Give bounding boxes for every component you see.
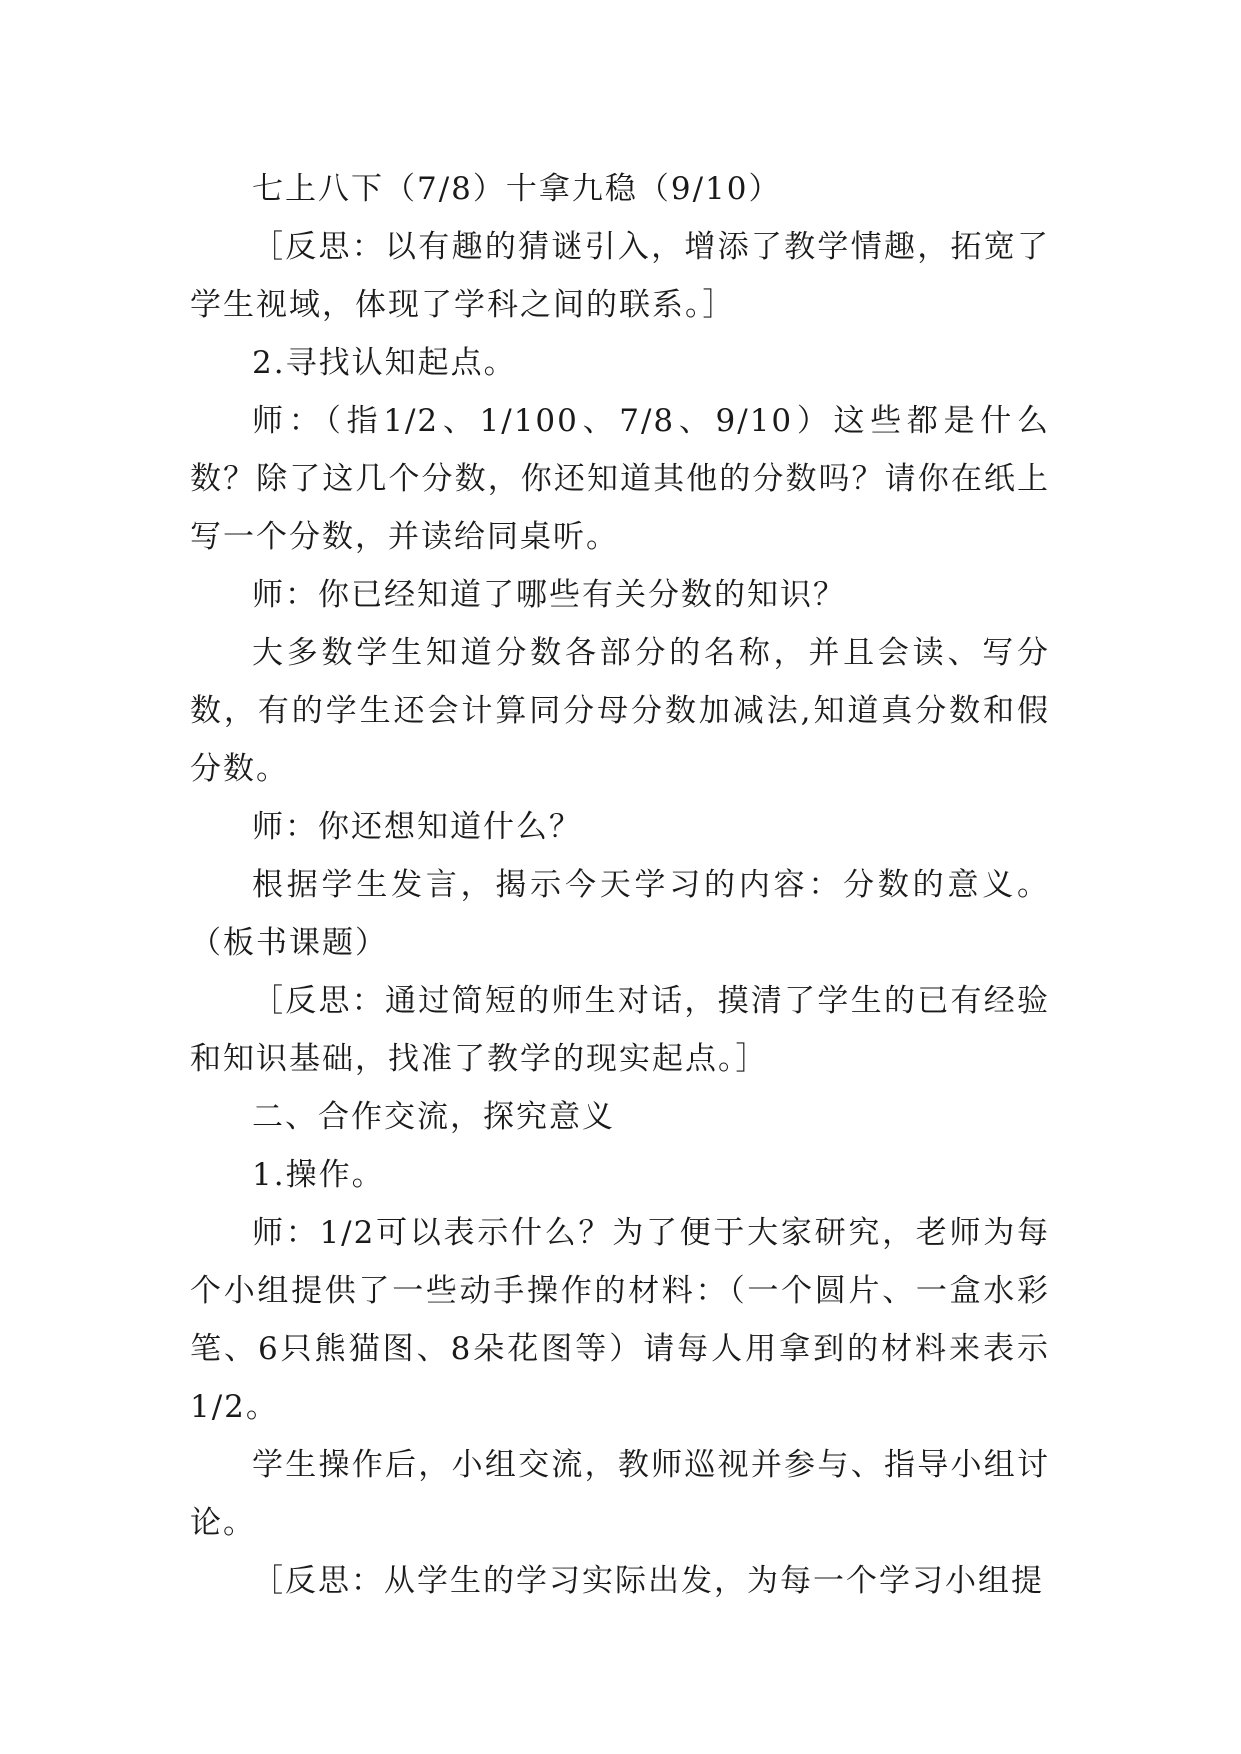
paragraph-teacher-question-2: 师：你已经知道了哪些有关分数的知识？ bbox=[252, 577, 846, 613]
paragraph-riddle-answers: 七上八下（7/8）十拿九稳（9/10） bbox=[252, 171, 782, 207]
paragraph-section-2-heading: 二、合作交流，探究意义 bbox=[252, 1099, 615, 1135]
document-body bbox=[190, 160, 1050, 1610]
paragraph-group-discussion: 学生操作后，小组交流，教师巡视并参与、指导小组讨论。 bbox=[190, 1447, 1050, 1541]
paragraph-teacher-question-3: 师：你还想知道什么？ bbox=[252, 809, 582, 845]
paragraph-step-2-heading: 2.寻找认知起点。 bbox=[252, 345, 517, 381]
paragraph-reveal-topic: 根据学生发言，揭示今天学习的内容：分数的意义。（板书课题） bbox=[190, 867, 1050, 961]
paragraph-reflection-1: ［反思：以有趣的猜谜引入，增添了教学情趣，拓宽了学生视域，体现了学科之间的联系。］ bbox=[190, 229, 1050, 323]
paragraph-reflection-3: ［反思：从学生的学习实际出发，为每一个学习小组提 bbox=[252, 1563, 1044, 1599]
paragraph-reflection-2: ［反思：通过简短的师生对话，摸清了学生的已有经验和知识基础，找准了教学的现实起点。］ bbox=[190, 983, 1050, 1077]
paragraph-student-knowledge: 大多数学生知道分数各部分的名称，并且会读、写分数，有的学生还会计算同分母分数加减法,知道真分数和假分数。 bbox=[190, 635, 1050, 787]
paragraph-step-1-heading: 1.操作。 bbox=[252, 1157, 385, 1193]
paragraph-teacher-question-1: 师：（指1/2、1/100、7/8、9/10）这些都是什么数？除了这几个分数，你还知道其他的分数吗？请你在纸上写一个分数，并读给同桌听。 bbox=[190, 403, 1050, 555]
paragraph-teacher-materials: 师：1/2可以表示什么？为了便于大家研究，老师为每个小组提供了一些动手操作的材料：（一个圆片、一盒水彩笔、6只熊猫图、8朵花图等）请每人用拿到的材料来表示1/2。 bbox=[190, 1215, 1050, 1425]
